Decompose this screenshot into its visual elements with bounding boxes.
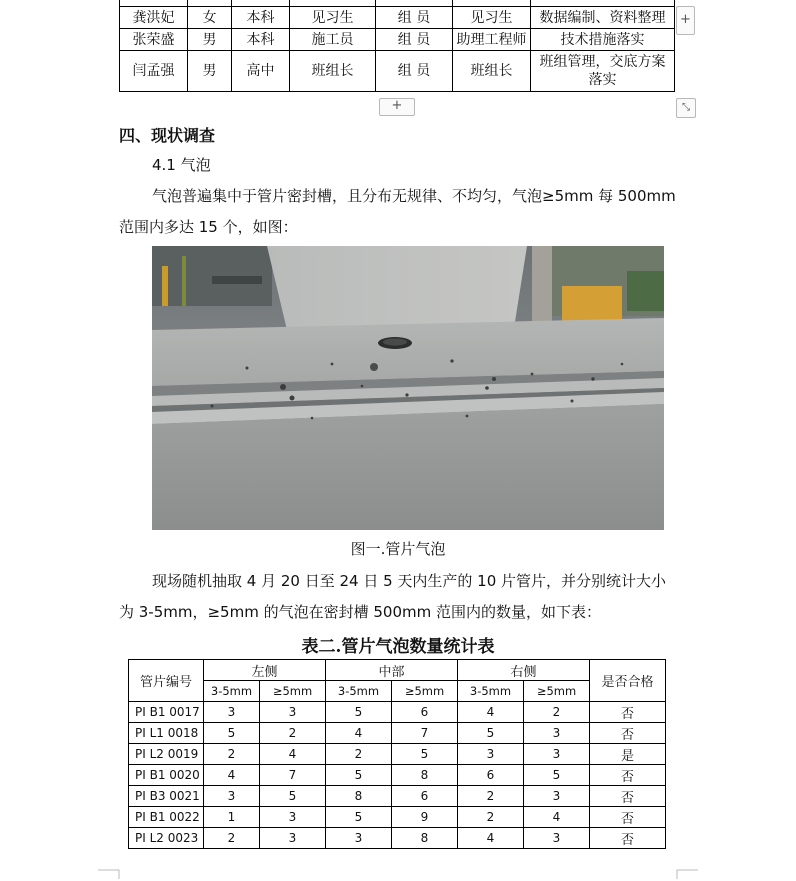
bubble-count-cell[interactable]: 5 [392, 744, 458, 765]
section-heading: 四、现状调查 [119, 126, 216, 145]
add-column-button[interactable]: + [676, 6, 695, 35]
bubble-count-cell[interactable]: 3 [524, 723, 590, 744]
bubble-count-cell[interactable]: 1 [204, 807, 260, 828]
table-row [120, 51, 675, 92]
qualified-cell[interactable]: 否 [590, 723, 666, 744]
member-education[interactable]: 本科 [232, 7, 290, 29]
qualified-cell[interactable]: 否 [590, 702, 666, 723]
team-members-table [119, 0, 675, 92]
segment-id-cell[interactable]: PI B1 0022 [129, 807, 204, 828]
bubble-count-cell[interactable]: 8 [392, 765, 458, 786]
subheader-cell: ≥5mm [392, 681, 458, 702]
bubble-count-cell[interactable]: 5 [458, 723, 524, 744]
bubble-count-cell[interactable]: 8 [392, 828, 458, 849]
member-duty[interactable]: 班组管理，交底方案落实 [531, 51, 675, 92]
member-title[interactable]: 班组长 [453, 51, 531, 92]
bubble-count-cell[interactable]: 2 [458, 807, 524, 828]
bubble-count-cell[interactable]: 2 [326, 744, 392, 765]
member-name[interactable]: 龚洪妃 [120, 7, 188, 29]
qualified-cell[interactable]: 否 [590, 786, 666, 807]
bubble-count-cell[interactable]: 3 [458, 744, 524, 765]
bubble-count-cell[interactable]: 2 [204, 744, 260, 765]
member-duty[interactable]: 技术措施落实 [531, 29, 675, 51]
bubble-count-cell[interactable]: 5 [260, 786, 326, 807]
bubble-count-cell[interactable]: 6 [392, 786, 458, 807]
bubble-count-cell[interactable]: 5 [204, 723, 260, 744]
table-subheader-row [129, 681, 666, 702]
member-gender[interactable]: 女 [188, 7, 232, 29]
table-row [129, 828, 666, 849]
segment-id-cell[interactable]: PI B1 0017 [129, 702, 204, 723]
bubble-count-cell[interactable]: 4 [524, 807, 590, 828]
segment-id-cell[interactable]: PI L2 0023 [129, 828, 204, 849]
table-row [129, 765, 666, 786]
member-title[interactable]: 助理工程师 [453, 29, 531, 51]
header-middle: 中部 [326, 660, 458, 681]
add-row-button[interactable]: + [379, 98, 415, 116]
member-title[interactable]: 见习生 [453, 7, 531, 29]
table-row [129, 786, 666, 807]
segment-id-cell[interactable]: PI B1 0020 [129, 765, 204, 786]
member-group[interactable]: 组 员 [376, 7, 453, 29]
paragraph-bubbles-description: 气泡普遍集中于管片密封槽，且分布无规律、不均匀，气泡≥5mm 每 500mm 范围内多达 15 个，如图： [119, 187, 676, 236]
bubble-count-cell[interactable]: 9 [392, 807, 458, 828]
member-name[interactable]: 闫孟强 [120, 51, 188, 92]
bubble-count-cell[interactable]: 5 [326, 807, 392, 828]
table-row [129, 702, 666, 723]
table-row [120, 29, 675, 51]
bubble-count-cell[interactable]: 4 [260, 744, 326, 765]
segment-bubble-photo [152, 246, 664, 530]
member-role[interactable]: 见习生 [290, 7, 376, 29]
bubble-count-cell[interactable]: 3 [524, 786, 590, 807]
bubble-count-cell[interactable]: 4 [326, 723, 392, 744]
paragraph-sampling: 现场随机抽取 4 月 20 日至 24 日 5 天内生产的 10 片管片，并分别统计大小为 3-5mm，≥5mm 的气泡在密封槽 500mm 范围内的数量，如下表： [119, 572, 667, 621]
bubble-count-cell[interactable]: 3 [524, 744, 590, 765]
bubble-count-cell[interactable]: 7 [260, 765, 326, 786]
bubble-count-cell[interactable]: 5 [524, 765, 590, 786]
bubble-count-cell[interactable]: 7 [392, 723, 458, 744]
subheader-cell: 3-5mm [326, 681, 392, 702]
segment-id-cell[interactable]: PI L1 0018 [129, 723, 204, 744]
bubble-count-cell[interactable]: 3 [204, 702, 260, 723]
subheader-cell: ≥5mm [260, 681, 326, 702]
bubble-count-cell[interactable]: 3 [204, 786, 260, 807]
qualified-cell[interactable]: 否 [590, 807, 666, 828]
table-row [120, 7, 675, 29]
bubble-count-cell[interactable]: 3 [260, 828, 326, 849]
member-gender[interactable]: 男 [188, 29, 232, 51]
bubble-count-cell[interactable]: 2 [524, 702, 590, 723]
table-resize-icon[interactable]: ⤡ [676, 98, 696, 118]
header-qualified: 是否合格 [590, 660, 666, 702]
segment-id-cell[interactable]: PI L2 0019 [129, 744, 204, 765]
page-corner-mark [676, 869, 698, 879]
bubble-count-cell[interactable]: 4 [204, 765, 260, 786]
bubble-count-cell[interactable]: 2 [260, 723, 326, 744]
table-row [129, 744, 666, 765]
bubble-count-cell[interactable]: 3 [260, 807, 326, 828]
subheader-cell: 3-5mm [204, 681, 260, 702]
segment-id-cell[interactable]: PI B3 0021 [129, 786, 204, 807]
member-education[interactable]: 本科 [232, 29, 290, 51]
member-education[interactable]: 高中 [232, 51, 290, 92]
bubble-count-cell[interactable]: 8 [326, 786, 392, 807]
subsection-heading: 4.1 气泡 [152, 156, 211, 174]
figure-caption: 图一.管片气泡 [350, 540, 446, 558]
member-name[interactable]: 张荣盛 [120, 29, 188, 51]
qualified-cell[interactable]: 否 [590, 828, 666, 849]
bubble-count-cell[interactable]: 3 [524, 828, 590, 849]
table-row [129, 723, 666, 744]
member-role[interactable]: 施工员 [290, 29, 376, 51]
member-gender[interactable]: 男 [188, 51, 232, 92]
bubble-count-cell[interactable]: 3 [326, 828, 392, 849]
member-group[interactable]: 组 员 [376, 29, 453, 51]
member-duty[interactable]: 数据编制、资料整理 [531, 7, 675, 29]
bubble-count-cell[interactable]: 5 [326, 765, 392, 786]
bubble-count-cell[interactable]: 2 [458, 786, 524, 807]
subheader-cell: 3-5mm [458, 681, 524, 702]
bubble-statistics-table [128, 659, 666, 849]
qualified-cell[interactable]: 否 [590, 765, 666, 786]
bubble-count-cell[interactable]: 5 [326, 702, 392, 723]
bubble-count-cell[interactable]: 4 [458, 702, 524, 723]
member-role[interactable]: 班组长 [290, 51, 376, 92]
bubble-count-cell[interactable]: 3 [260, 702, 326, 723]
header-right: 右侧 [458, 660, 590, 681]
page-corner-mark [98, 869, 120, 879]
subheader-cell: ≥5mm [524, 681, 590, 702]
table-header-row [129, 660, 666, 681]
stats-table-body [129, 702, 666, 849]
header-left: 左侧 [204, 660, 326, 681]
header-segment-id: 管片编号 [129, 660, 204, 702]
table-row [129, 807, 666, 828]
bubble-count-cell[interactable]: 4 [458, 828, 524, 849]
bubble-count-cell[interactable]: 6 [458, 765, 524, 786]
bubble-count-cell[interactable]: 6 [392, 702, 458, 723]
qualified-cell[interactable]: 是 [590, 744, 666, 765]
bubble-count-cell[interactable]: 2 [204, 828, 260, 849]
member-group[interactable]: 组 员 [376, 51, 453, 92]
table-title: 表二.管片气泡数量统计表 [301, 637, 495, 657]
